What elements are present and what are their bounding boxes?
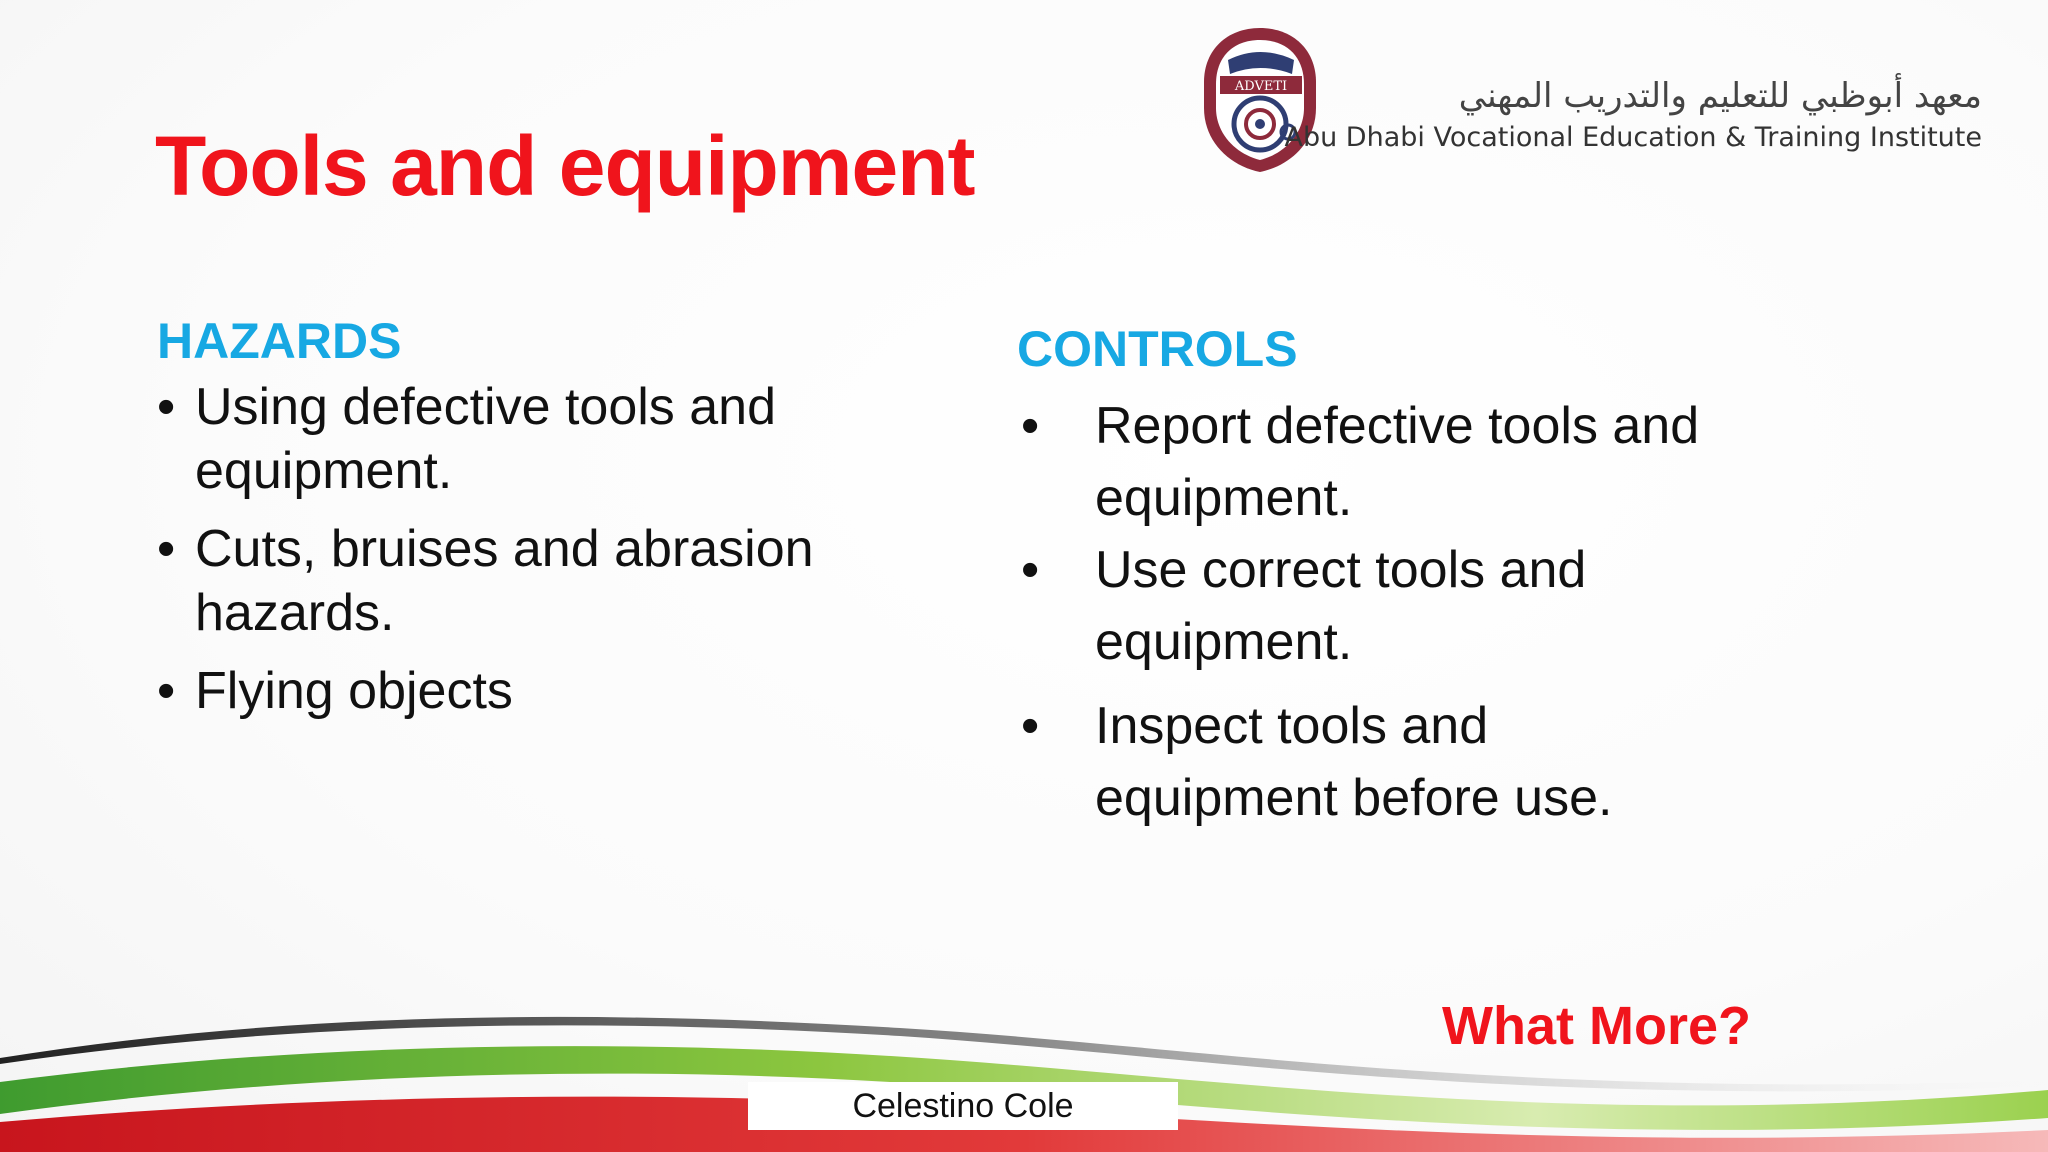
list-item-text: Flying objects: [195, 662, 513, 720]
bullet: •: [157, 378, 176, 436]
presenter-name: Celestino Cole: [748, 1082, 1178, 1130]
emblem-label: ADVETI: [1234, 79, 1288, 94]
list-item: [155, 659, 875, 723]
list-item-text: Using defective tools and: [195, 378, 777, 436]
list-item-text: Inspect tools and: [1095, 697, 1489, 755]
list-item-text: equipment.: [195, 442, 453, 500]
list-item: [155, 375, 875, 503]
hazards-heading: HAZARDS: [157, 313, 402, 369]
list-item-text: Use correct tools and: [1095, 541, 1587, 599]
hazards-list: [155, 375, 875, 737]
bullet: •: [1021, 697, 1040, 755]
list-item: [1015, 534, 1915, 678]
adveti-logo: [1198, 20, 2008, 180]
logo-english-text: Abu Dhabi Vocational Education & Training Institute: [1284, 122, 1982, 153]
bullet: •: [1021, 397, 1040, 455]
logo-arabic-text: معهد أبوظبي للتعليم والتدريب المهني: [1458, 76, 1982, 116]
slide-title: Tools and equipment: [155, 119, 975, 213]
list-item-text: equipment.: [1095, 613, 1353, 671]
what-more-text: What More?: [1442, 996, 1751, 1056]
list-item: [1015, 390, 1915, 534]
list-item-text: equipment.: [1095, 469, 1353, 527]
bullet: •: [157, 520, 176, 578]
controls-list: [1015, 390, 1915, 834]
list-item-text: equipment before use.: [1095, 769, 1613, 827]
bullet: •: [1021, 541, 1040, 599]
bullet: •: [157, 662, 176, 720]
list-item-text: hazards.: [195, 584, 395, 642]
list-item-text: Report defective tools and: [1095, 397, 1700, 455]
controls-heading: CONTROLS: [1017, 321, 1298, 377]
list-item: [1015, 690, 1915, 834]
list-item: [155, 517, 875, 645]
list-item-text: Cuts, bruises and abrasion: [195, 520, 814, 578]
